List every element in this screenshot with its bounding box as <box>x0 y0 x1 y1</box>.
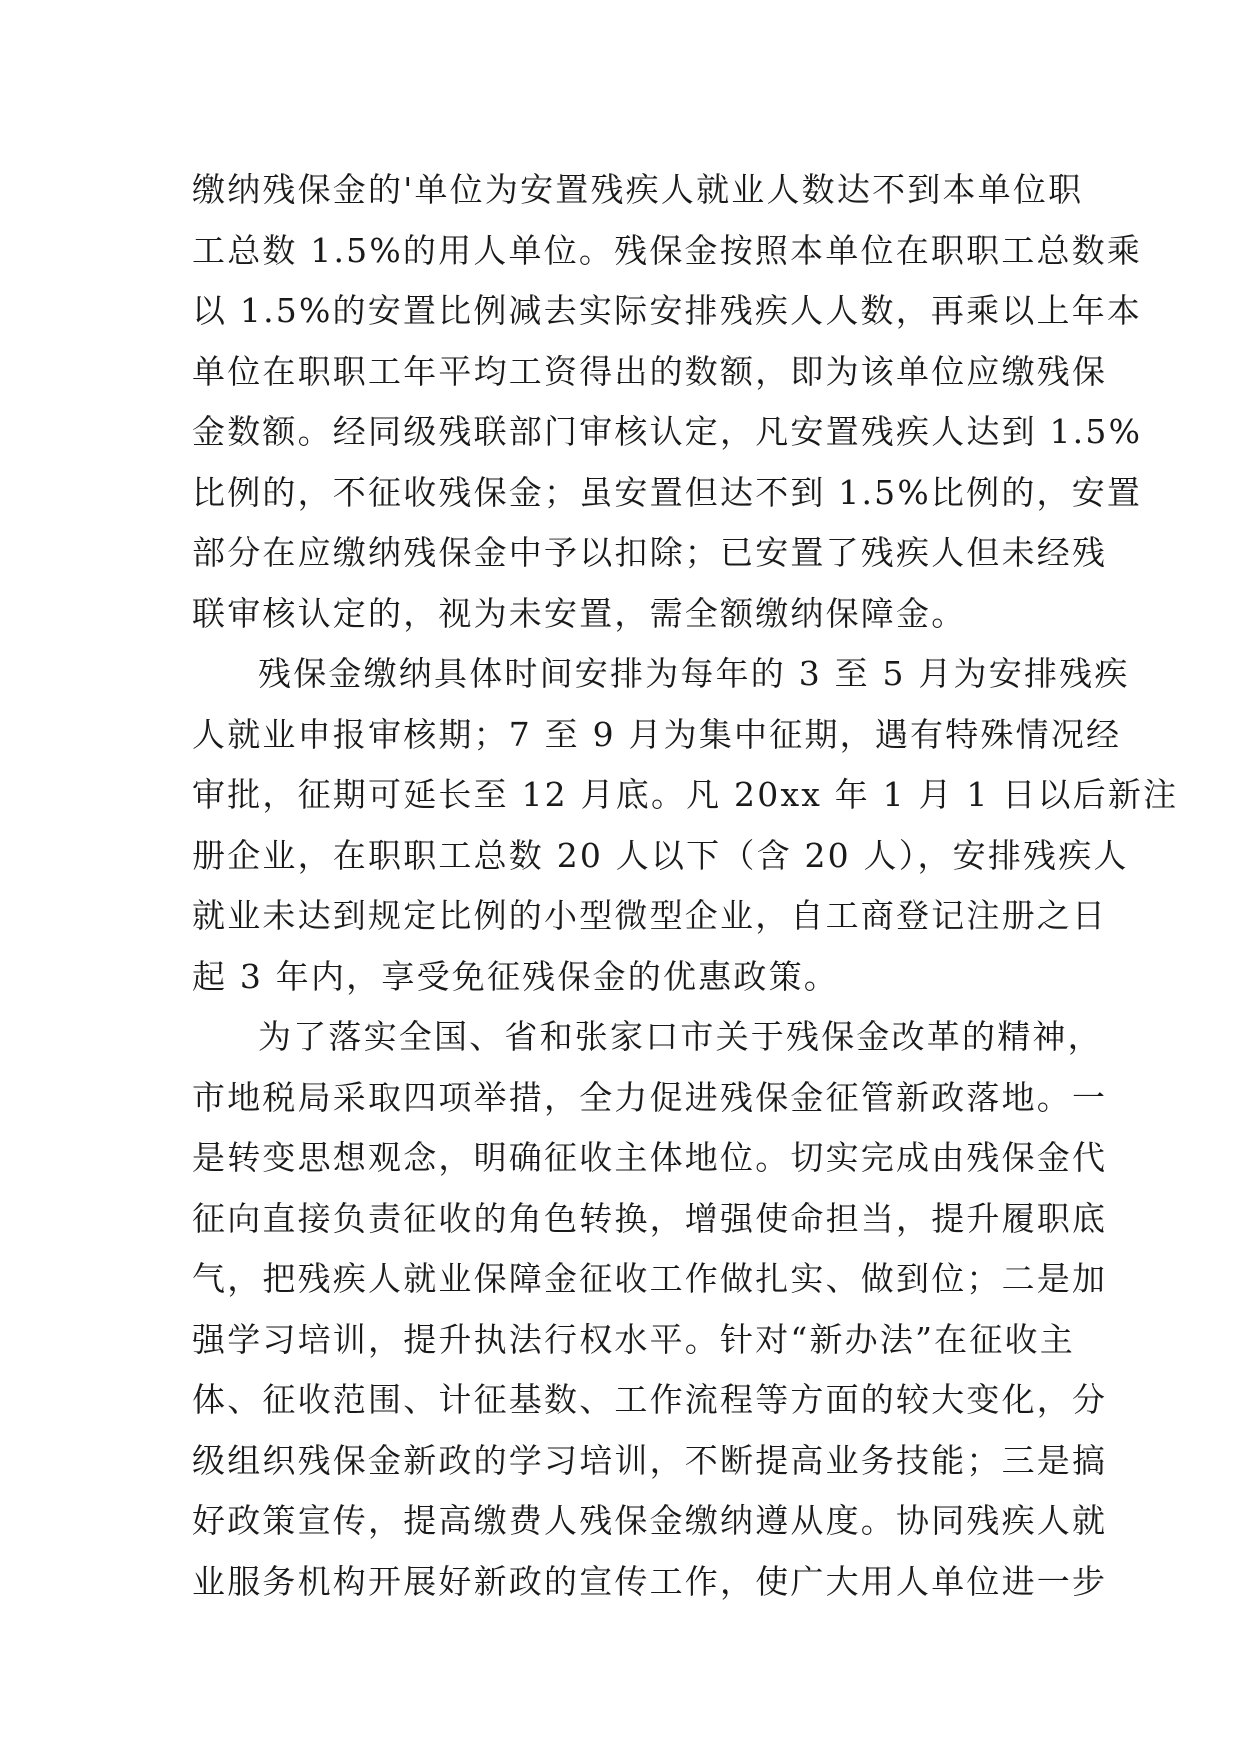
paragraph-payment-schedule <box>192 644 1179 1007</box>
text-line: 起 3 年内，享受免征残保金的优惠政策。 <box>192 956 839 996</box>
text-line: 体、征收范围、计征基数、工作流程等方面的较大变化，分 <box>192 1380 1108 1419</box>
text-line: 比例的，不征收残保金；虽安置但达不到 1.5%比例的，安置 <box>192 472 1143 512</box>
text-line: 联审核认定的，视为未安置，需全额缴纳保障金。 <box>192 593 967 633</box>
text-line: 为了落实全国、省和张家口市关于残保金改革的精神， <box>258 1017 1103 1056</box>
text-line: 人就业申报审核期；7 至 9 月为集中征期，遇有特殊情况经 <box>192 714 1122 754</box>
text-line: 级组织残保金新政的学习培训，不断提高业务技能；三是搞 <box>192 1440 1108 1480</box>
text-line: 是转变思想观念，明确征收主体地位。切实完成由残保金代 <box>192 1138 1108 1177</box>
text-line: 就业未达到规定比例的小型微型企业，自工商登记注册之日 <box>192 896 1108 935</box>
text-line: 残保金缴纳具体时间安排为每年的 3 至 5 月为安排残疾 <box>258 654 1130 693</box>
document-body <box>192 160 1179 1612</box>
paragraph-reform-measures <box>192 1007 1108 1612</box>
text-line: 市地税局采取四项举措，全力促进残保金征管新政落地。一 <box>192 1077 1108 1117</box>
text-line: 强学习培训，提升执法行权水平。针对“新办法”在征收主 <box>192 1319 1075 1359</box>
text-line: 金数额。经同级残联部门审核认定，凡安置残疾人达到 1.5% <box>192 412 1143 451</box>
paragraph-levy-calculation <box>192 160 1143 644</box>
text-line: 缴纳残保金的'单位为安置残疾人就业人数达不到本单位职 <box>192 170 1084 209</box>
text-line: 审批，征期可延长至 12 月底。凡 20xx 年 1 月 1 日以后新注 <box>192 775 1179 814</box>
text-line: 业服务机构开展好新政的宣传工作，使广大用人单位进一步 <box>192 1561 1108 1601</box>
text-line: 册企业，在职职工总数 20 人以下（含 20 人），安排残疾人 <box>192 835 1129 875</box>
text-line: 工总数 1.5%的用人单位。残保金按照本单位在职职工总数乘 <box>192 230 1143 270</box>
text-line: 气，把残疾人就业保障金征收工作做扎实、做到位；二是加 <box>192 1259 1108 1298</box>
text-line: 征向直接负责征收的角色转换，增强使命担当，提升履职底 <box>192 1198 1108 1238</box>
text-line: 部分在应缴纳残保金中予以扣除；已安置了残疾人但未经残 <box>192 533 1108 572</box>
text-line: 单位在职职工年平均工资得出的数额，即为该单位应缴残保 <box>192 351 1108 391</box>
text-line: 好政策宣传，提高缴费人残保金缴纳遵从度。协同残疾人就 <box>192 1501 1108 1540</box>
text-line: 以 1.5%的安置比例减去实际安排残疾人人数，再乘以上年本 <box>192 291 1143 330</box>
